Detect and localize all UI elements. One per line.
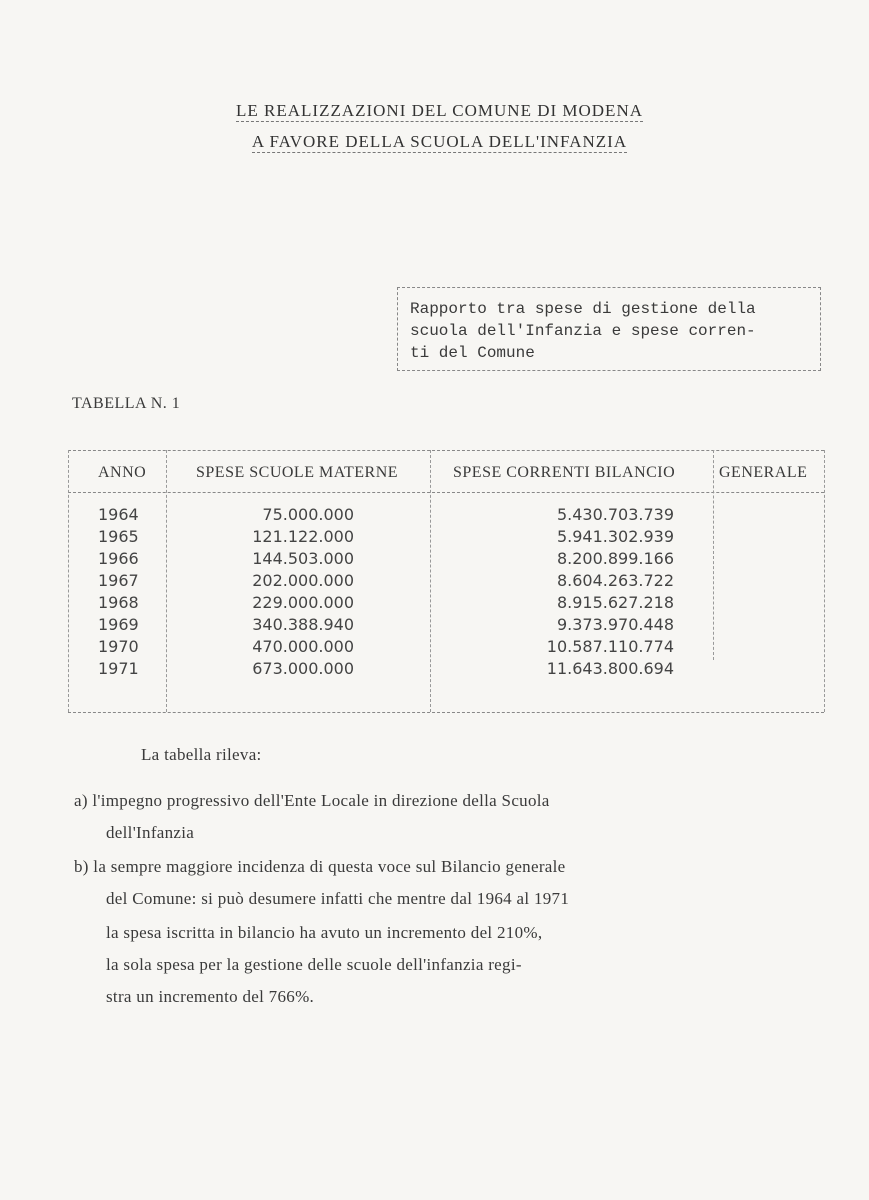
column-divider	[166, 450, 167, 712]
cell-bilancio: 10.587.110.774	[546, 637, 674, 656]
note-line: Rapporto tra spese di gestione della	[410, 300, 756, 318]
cell-anno: 1968	[98, 593, 139, 612]
note-line: scuola dell'Infanzia e spese corren-	[410, 322, 756, 340]
header-spese-correnti-bilancio: SPESE CORRENTI BILANCIO	[453, 464, 676, 481]
cell-anno: 1970	[98, 637, 139, 656]
item-b-line: stra un incremento del 766%.	[106, 987, 315, 1006]
column-anno	[98, 504, 139, 680]
cell-anno: 1966	[98, 549, 139, 568]
header-generale: GENERALE	[719, 464, 808, 481]
table-right-border	[824, 450, 825, 712]
cell-anno: 1969	[98, 615, 139, 634]
cell-materne: 340.388.940	[252, 615, 354, 634]
note-box	[397, 287, 821, 371]
document-title-line-2: A FAVORE DELLA SCUOLA DELL'INFANZIA	[251, 132, 628, 151]
cell-materne: 144.503.000	[252, 549, 354, 568]
cell-anno: 1965	[98, 527, 139, 546]
cell-anno: 1967	[98, 571, 139, 590]
cell-anno: 1964	[98, 505, 139, 524]
header-spese-scuole-materne: SPESE SCUOLE MATERNE	[196, 464, 399, 481]
cell-bilancio: 8.200.899.166	[556, 549, 674, 568]
column-divider	[430, 450, 431, 712]
table-header-border	[68, 492, 824, 493]
header-anno: ANNO	[98, 464, 147, 481]
cell-materne: 470.000.000	[252, 637, 354, 656]
note-line: ti del Comune	[410, 344, 535, 362]
cell-bilancio: 8.604.263.722	[556, 571, 674, 590]
cell-bilancio: 11.643.800.694	[546, 659, 674, 678]
cell-materne: 673.000.000	[252, 659, 354, 678]
column-spese-materne	[168, 504, 354, 680]
column-spese-bilancio	[448, 504, 674, 680]
cell-materne: 75.000.000	[262, 505, 354, 524]
cell-bilancio: 5.430.703.739	[556, 505, 674, 524]
document-title-line-1: LE REALIZZAZIONI DEL COMUNE DI MODENA	[236, 101, 643, 120]
table-top-border	[68, 450, 824, 451]
table-bottom-border	[68, 712, 824, 713]
column-divider	[713, 450, 714, 660]
item-b-line: del Comune: si può desumere infatti che mentre dal 1964 al 1971	[106, 889, 570, 908]
item-b-line: la spesa iscritta in bilancio ha avuto un incremento del 210%,	[106, 923, 543, 942]
item-a-line: dell'Infanzia	[106, 823, 195, 842]
cell-materne: 202.000.000	[252, 571, 354, 590]
item-b-line: la sola spesa per la gestione delle scuole dell'infanzia regi-	[106, 955, 522, 974]
cell-materne: 229.000.000	[252, 593, 354, 612]
cell-bilancio: 9.373.970.448	[556, 615, 674, 634]
table-left-border	[68, 450, 69, 712]
cell-materne: 121.122.000	[252, 527, 354, 546]
cell-anno: 1971	[98, 659, 139, 678]
intro-text: La tabella rileva:	[141, 745, 262, 764]
cell-bilancio: 5.941.302.939	[556, 527, 674, 546]
item-a-line: a) l'impegno progressivo dell'Ente Locale in direzione della Scuola	[74, 791, 550, 810]
data-table	[68, 450, 824, 712]
table-label: TABELLA N. 1	[72, 395, 181, 412]
item-b-line: b) la sempre maggiore incidenza di questa voce sul Bilancio generale	[74, 857, 566, 876]
cell-bilancio: 8.915.627.218	[556, 593, 674, 612]
